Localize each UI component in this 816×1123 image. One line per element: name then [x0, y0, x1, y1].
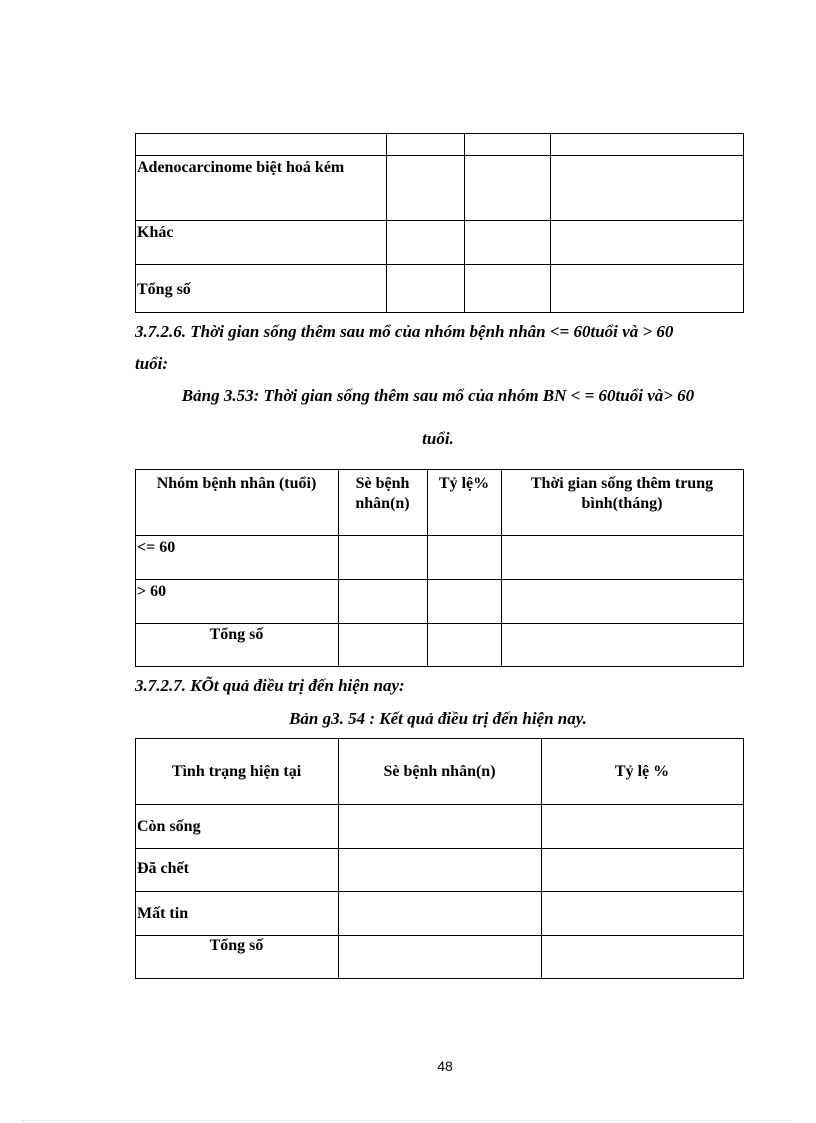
table-cell	[339, 805, 542, 849]
table-row	[136, 265, 744, 313]
table-cell	[465, 221, 551, 265]
column-header: Sè bệnh nhân(n)	[339, 739, 542, 805]
table-cell	[465, 156, 551, 221]
table-cell: Tổng số	[136, 936, 339, 979]
table-row	[136, 156, 744, 221]
table-cell	[542, 805, 744, 849]
table-cell	[387, 265, 465, 313]
table-cell	[551, 156, 744, 221]
page-bottom-rule	[22, 1120, 792, 1121]
table-cell	[339, 624, 428, 667]
table-cell	[542, 849, 744, 892]
table-cell	[339, 892, 542, 936]
column-header: Tỷ lệ%	[428, 470, 502, 536]
table-row	[136, 892, 744, 936]
table-cell	[339, 536, 428, 580]
table-cell	[551, 221, 744, 265]
section-heading-continued: tuổi:	[135, 354, 169, 373]
section-heading: 3.7.2.6. Thời gian sống thêm sau mổ của nhóm bệnh nhân <= 60tuổi và > 60	[135, 322, 674, 341]
table-row	[136, 936, 744, 979]
histology-table	[135, 133, 744, 313]
table-cell: <= 60	[136, 536, 339, 580]
table-cell: Còn sống	[136, 805, 339, 849]
table-cell	[542, 892, 744, 936]
age-group-survival-table	[135, 469, 744, 667]
table-cell	[387, 221, 465, 265]
table-row	[136, 580, 744, 624]
table-cell: > 60	[136, 580, 339, 624]
column-header: Nhóm bệnh nhân (tuổi)	[136, 470, 339, 536]
table-cell: Tổng số	[136, 265, 387, 313]
table-cell	[339, 849, 542, 892]
table-caption-continued: tuổi.	[422, 429, 454, 448]
table-cell	[428, 624, 502, 667]
table-cell	[502, 624, 744, 667]
table-cell	[136, 134, 387, 156]
table-row	[136, 624, 744, 667]
treatment-result-table	[135, 738, 744, 979]
table-row	[136, 536, 744, 580]
table-row	[136, 221, 744, 265]
table-row	[136, 134, 744, 156]
table-row	[136, 805, 744, 849]
table-cell	[428, 536, 502, 580]
table-cell	[465, 265, 551, 313]
table-cell	[387, 134, 465, 156]
table-cell: Khác	[136, 221, 387, 265]
table-cell	[387, 156, 465, 221]
column-header: Tình trạng hiện tại	[136, 739, 339, 805]
table-cell	[542, 936, 744, 979]
table-cell: Adenocarcinome biệt hoá kém	[136, 156, 387, 221]
page-number: 48	[437, 1058, 453, 1074]
column-header: Tỷ lệ %	[542, 739, 744, 805]
table-cell	[551, 134, 744, 156]
table-cell	[465, 134, 551, 156]
table-cell	[502, 536, 744, 580]
table-cell	[339, 580, 428, 624]
table-cell: Mất tin	[136, 892, 339, 936]
table-row	[136, 849, 744, 892]
column-header: Thời gian sống thêm trung bình(tháng)	[502, 470, 744, 536]
table-cell: Tổng số	[136, 624, 339, 667]
table-cell	[339, 936, 542, 979]
table-header-row	[136, 739, 744, 805]
table-cell	[428, 580, 502, 624]
table-header-row	[136, 470, 744, 536]
table-caption: Bảng 3.53: Thời gian sống thêm sau mổ của nhóm BN < = 60tuổi và> 60	[181, 386, 695, 405]
table-cell	[551, 265, 744, 313]
section-heading: 3.7.2.7. KÕt quả điều trị đến hiện nay:	[135, 676, 405, 695]
table-cell	[502, 580, 744, 624]
table-cell: Đã chết	[136, 849, 339, 892]
column-header: Sè bệnh nhân(n)	[339, 470, 428, 536]
table-caption: Bản g3. 54 : Kết quả điều trị đến hiện nay.	[289, 709, 587, 728]
